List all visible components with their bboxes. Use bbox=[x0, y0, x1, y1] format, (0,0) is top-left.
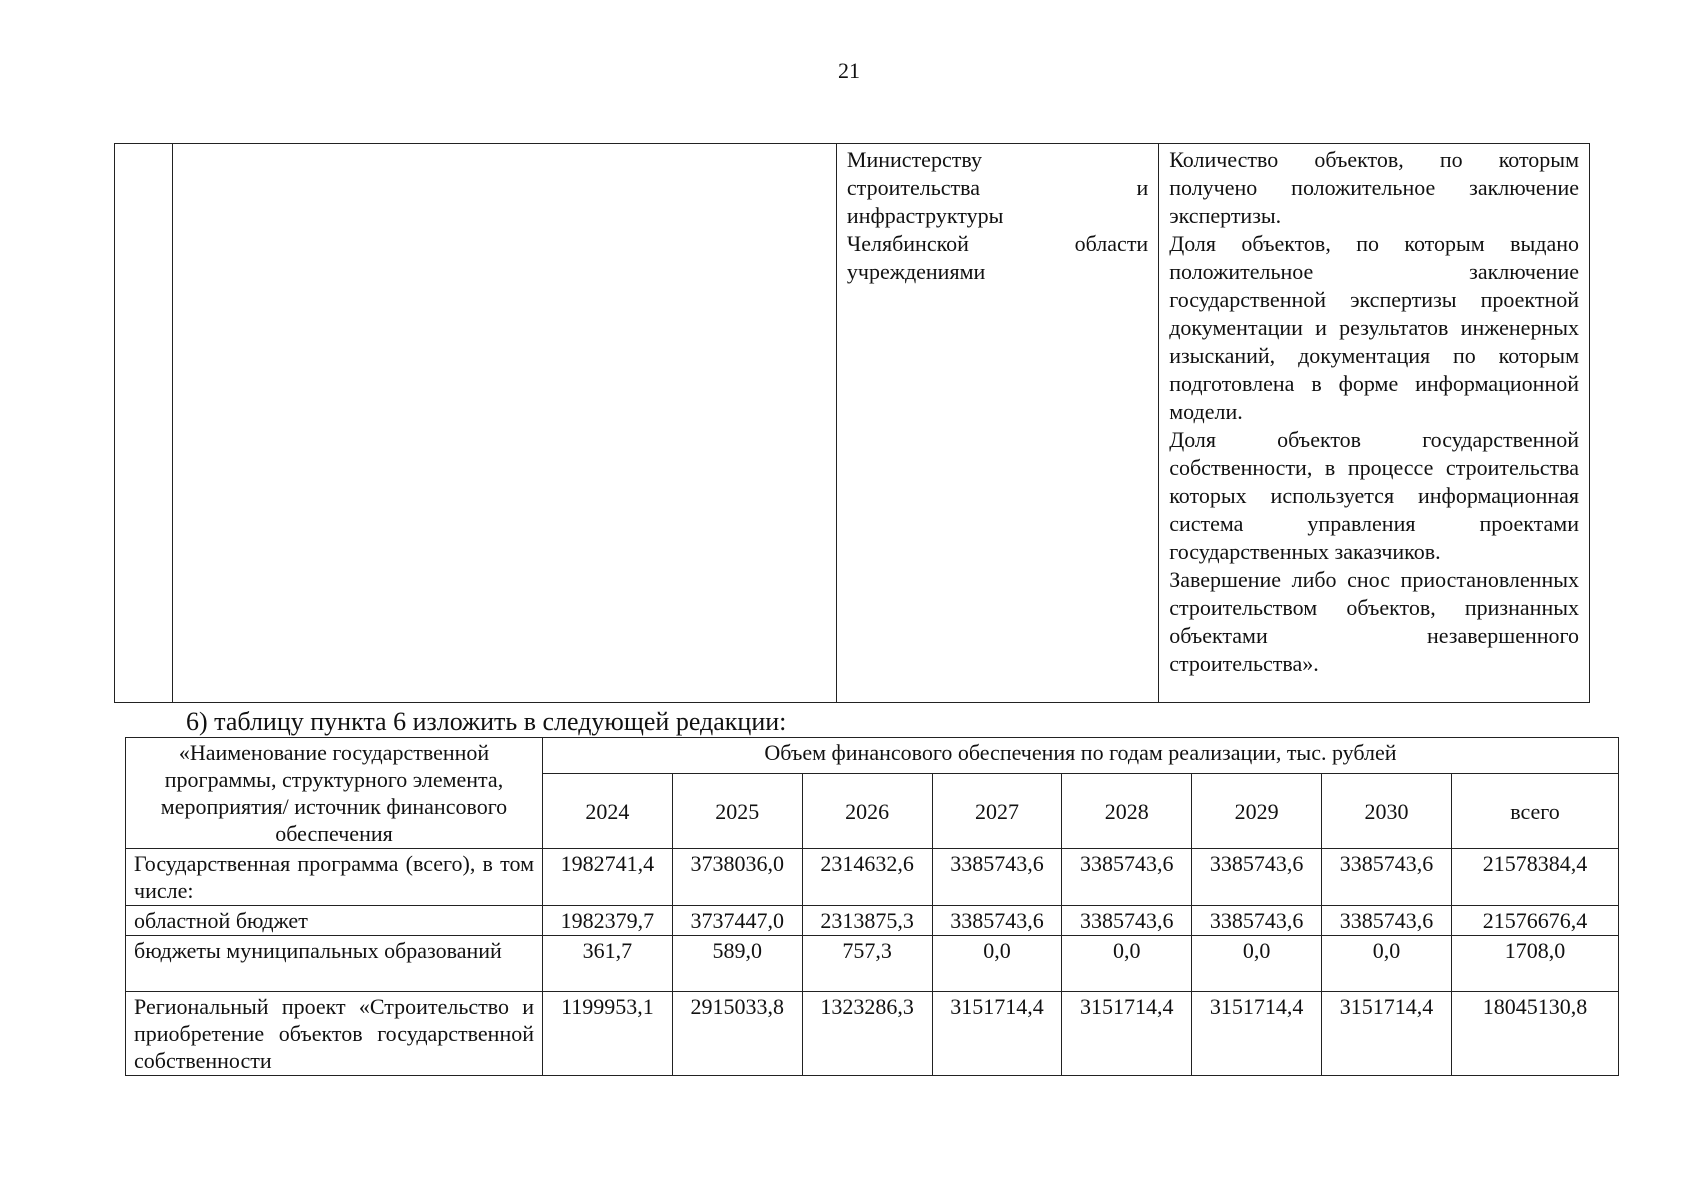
value-cell: 0,0 bbox=[1322, 936, 1452, 992]
value-cell: 3151714,4 bbox=[1192, 992, 1322, 1076]
value-cell: 3385743,6 bbox=[1062, 906, 1192, 936]
name-column-header: «Наименование государственной программы, структурного элемента, мероприятия/ источник финансового обеспечения bbox=[126, 738, 543, 849]
indicator-text: Доля объектов, по которым выдано положительное заключение государственной экспертизы проектной документации и результатов инженерных изысканий, документация по которым подготовлена в форме информационной модели. bbox=[1169, 231, 1579, 424]
year-header: 2025 bbox=[672, 774, 802, 849]
value-cell: 2313875,3 bbox=[802, 906, 932, 936]
total-cell: 21578384,4 bbox=[1452, 849, 1619, 906]
value-cell: 3385743,6 bbox=[932, 906, 1062, 936]
total-cell: 21576676,4 bbox=[1452, 906, 1619, 936]
executor-line: инфраструктуры bbox=[846, 203, 1004, 228]
page-number: 21 bbox=[838, 58, 860, 83]
total-cell: 1708,0 bbox=[1452, 936, 1619, 992]
value-cell: 2915033,8 bbox=[672, 992, 802, 1076]
value-cell: 0,0 bbox=[1062, 936, 1192, 992]
value-cell: 1199953,1 bbox=[543, 992, 673, 1076]
table-row bbox=[115, 144, 1590, 703]
total-header: всего bbox=[1452, 774, 1619, 849]
value-cell: 3737447,0 bbox=[672, 906, 802, 936]
value-cell: 3738036,0 bbox=[672, 849, 802, 906]
table-row bbox=[126, 992, 1619, 1076]
continuation-table bbox=[114, 143, 1590, 703]
measure-name-cell bbox=[173, 144, 837, 703]
value-cell: 3385743,6 bbox=[1062, 849, 1192, 906]
year-header: 2030 bbox=[1322, 774, 1452, 849]
value-cell: 2314632,6 bbox=[802, 849, 932, 906]
finance-table bbox=[125, 737, 1619, 1076]
year-header: 2027 bbox=[932, 774, 1062, 849]
value-cell: 361,7 bbox=[543, 936, 673, 992]
table-row bbox=[126, 849, 1619, 906]
value-cell: 3151714,4 bbox=[1322, 992, 1452, 1076]
table-row bbox=[126, 936, 1619, 992]
table-row bbox=[126, 906, 1619, 936]
value-cell: 1323286,3 bbox=[802, 992, 932, 1076]
value-cell: 3151714,4 bbox=[932, 992, 1062, 1076]
section-heading: 6) таблицу пункта 6 изложить в следующей редакции: bbox=[186, 707, 787, 736]
finance-group-header: Объем финансового обеспечения по годам реализации, тыс. рублей bbox=[543, 738, 1619, 774]
year-header: 2028 bbox=[1062, 774, 1192, 849]
value-cell: 1982379,7 bbox=[543, 906, 673, 936]
row-label: Государственная программа (всего), в том числе: bbox=[126, 849, 543, 906]
value-cell: 3385743,6 bbox=[1322, 849, 1452, 906]
executor-line: Челябинской области bbox=[846, 231, 1149, 256]
value-cell: 3385743,6 bbox=[1192, 849, 1322, 906]
row-label: бюджеты муниципальных образований bbox=[126, 936, 543, 992]
table-header-row bbox=[126, 738, 1619, 774]
executor-line: учреждениями bbox=[846, 259, 986, 284]
year-header: 2024 bbox=[543, 774, 673, 849]
year-header: 2026 bbox=[802, 774, 932, 849]
value-cell: 589,0 bbox=[672, 936, 802, 992]
row-label: Региональный проект «Строительство и приобретение объектов государственной собственности bbox=[126, 992, 543, 1076]
indicator-text: Доля объектов государственной собственности, в процессе строительства которых используется информационная система управления проектами государственных заказчиков. bbox=[1169, 427, 1579, 564]
indicators-cell bbox=[1159, 144, 1590, 703]
total-cell: 18045130,8 bbox=[1452, 992, 1619, 1076]
row-label: областной бюджет bbox=[126, 906, 543, 936]
value-cell: 757,3 bbox=[802, 936, 932, 992]
value-cell: 0,0 bbox=[1192, 936, 1322, 992]
year-header: 2029 bbox=[1192, 774, 1322, 849]
executor-line: строительства и bbox=[846, 175, 1149, 200]
value-cell: 3385743,6 bbox=[1192, 906, 1322, 936]
executor-cell bbox=[836, 144, 1158, 703]
value-cell: 3385743,6 bbox=[1322, 906, 1452, 936]
value-cell: 3151714,4 bbox=[1062, 992, 1192, 1076]
indicator-text: Завершение либо снос приостановленных строительством объектов, признанных объектами незавершенного строительства». bbox=[1169, 567, 1579, 676]
value-cell: 3385743,6 bbox=[932, 849, 1062, 906]
indicator-text: Количество объектов, по которым получено положительное заключение экспертизы. bbox=[1169, 147, 1579, 228]
executor-line: Министерству bbox=[846, 147, 982, 172]
value-cell: 0,0 bbox=[932, 936, 1062, 992]
value-cell: 1982741,4 bbox=[543, 849, 673, 906]
row-number-cell bbox=[115, 144, 173, 703]
